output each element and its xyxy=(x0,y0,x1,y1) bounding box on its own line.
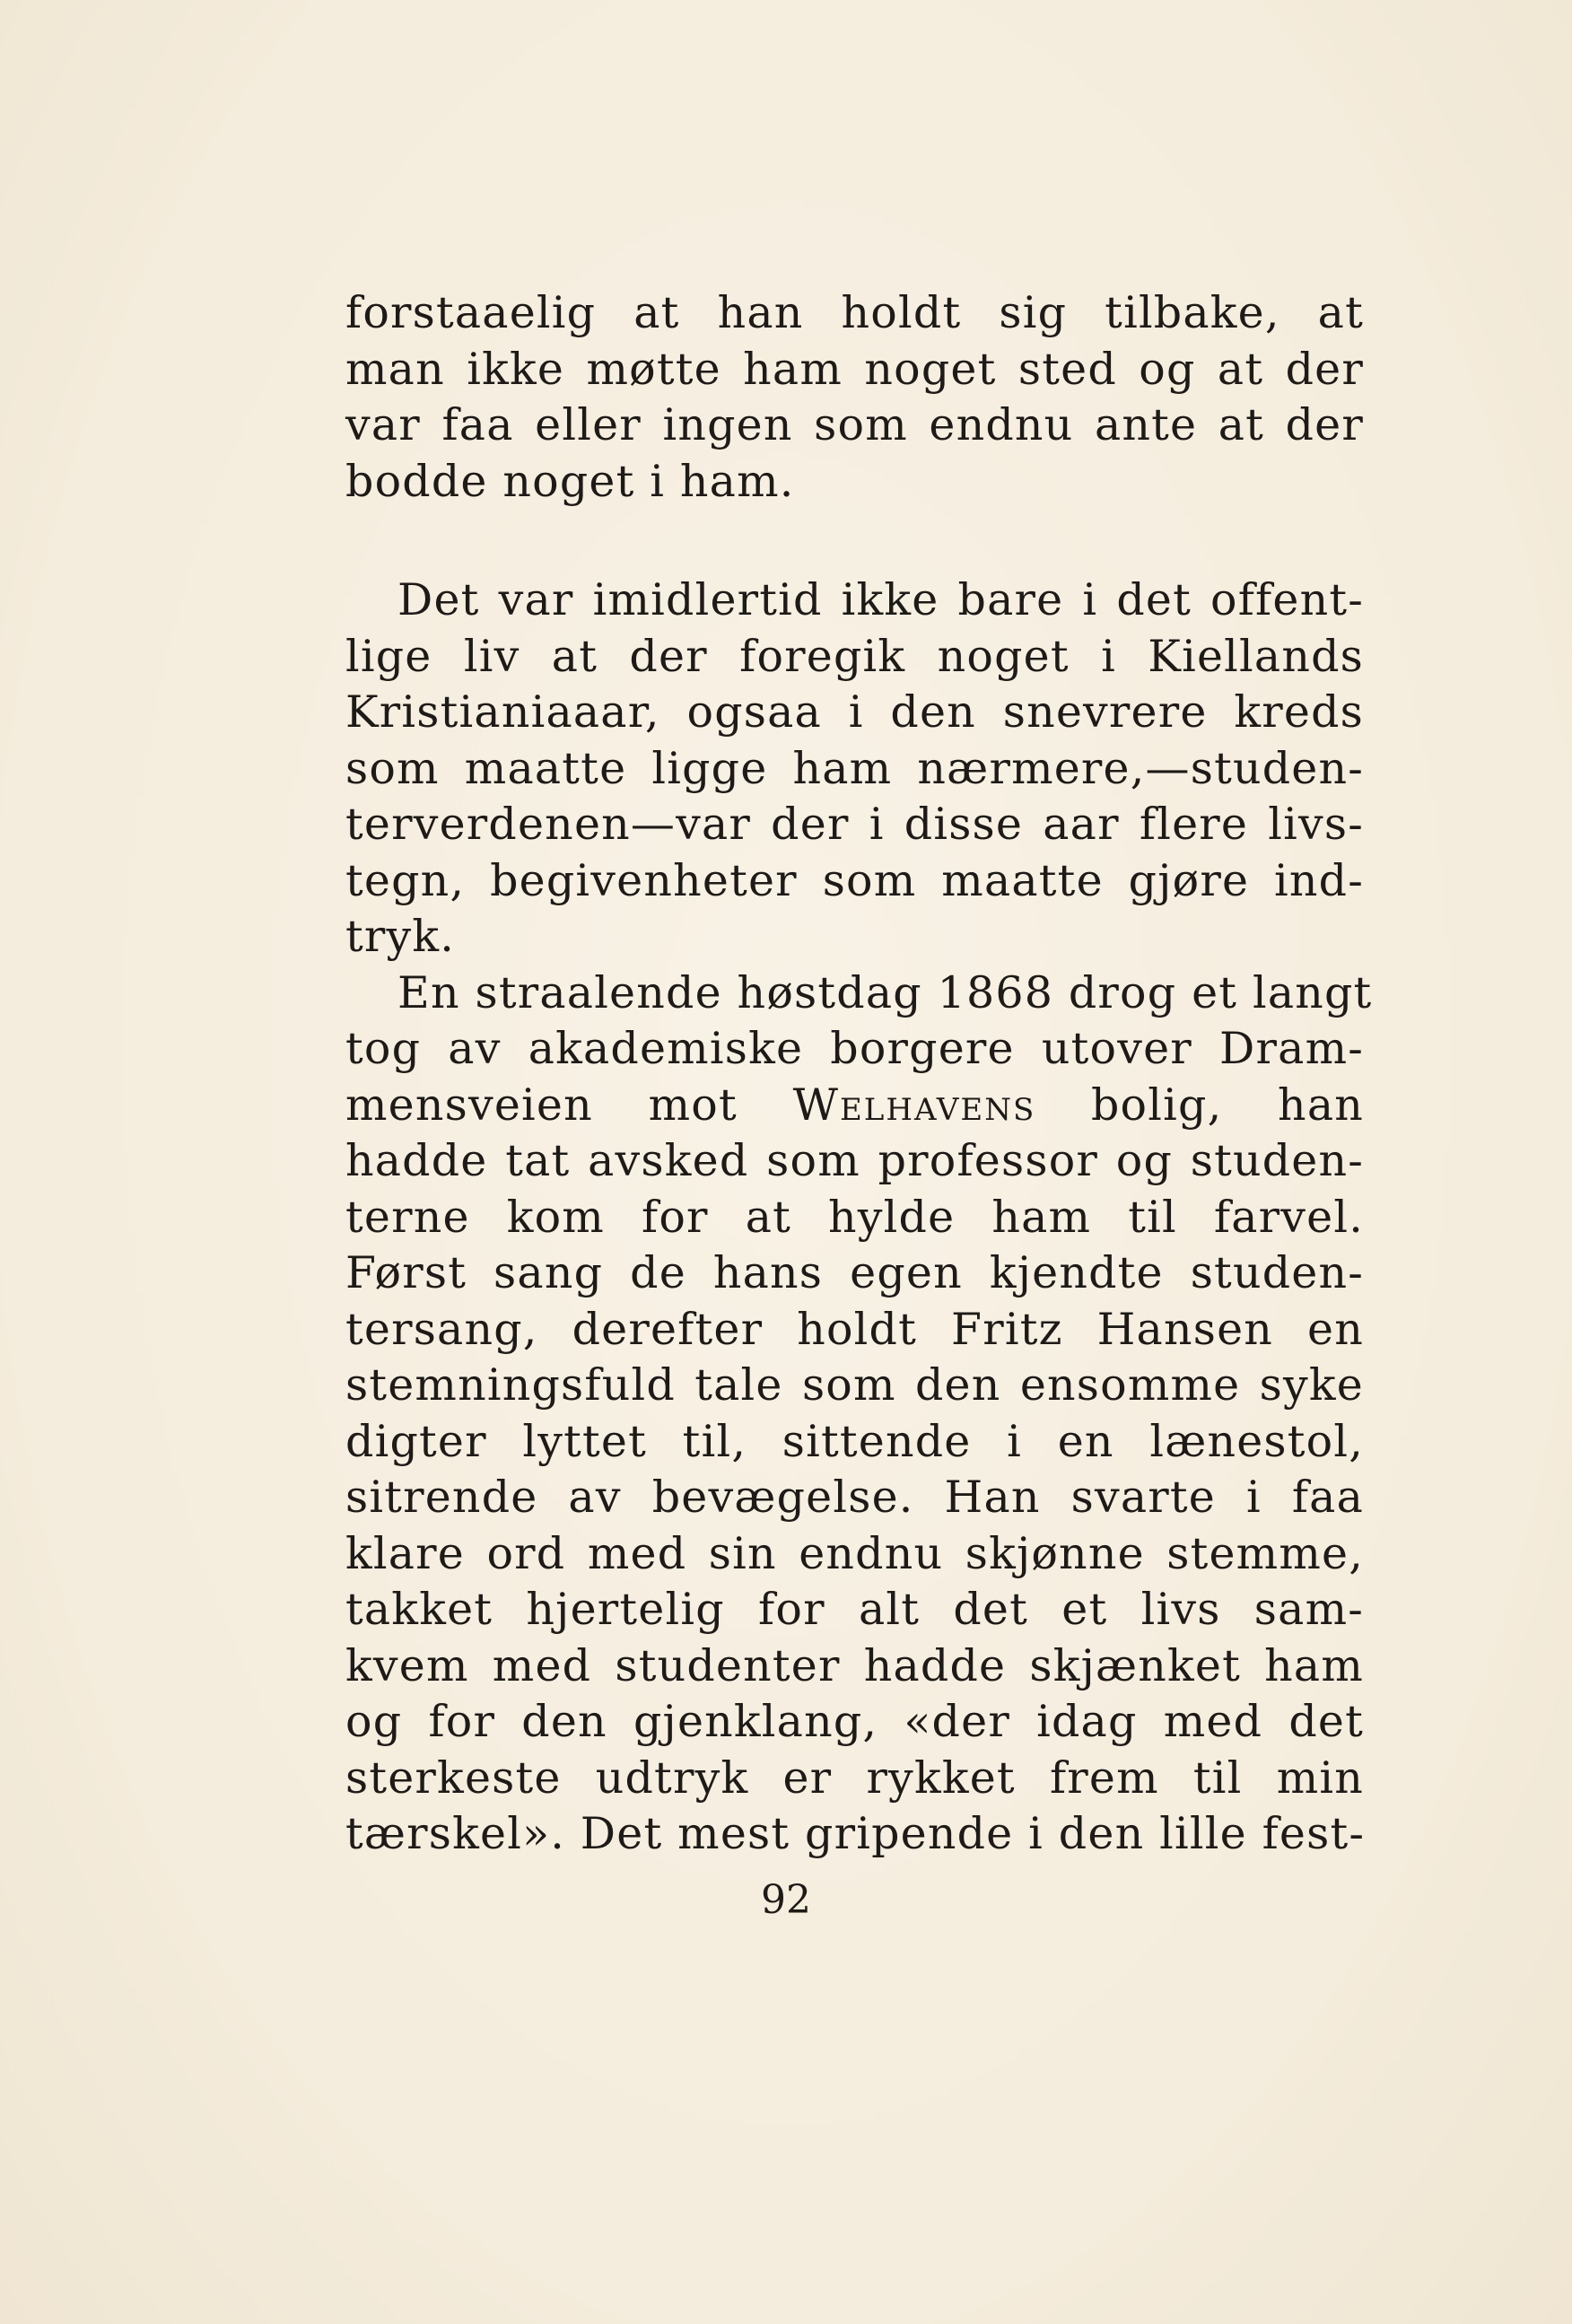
text-line: digter lyttet til, sittende i en lænestol, xyxy=(345,1415,1364,1467)
text-line: tærskel». Det mest gripende i den lille fest- xyxy=(345,1808,1366,1859)
text-line: sterkeste udtryk er rykket frem til min xyxy=(345,1752,1364,1804)
body-text xyxy=(345,285,1373,1863)
text-line: klare ord med sin endnu skjønne stemme, xyxy=(345,1527,1364,1579)
text-line: Kristianiaaar, ogsaa i den snevrere kreds xyxy=(345,686,1364,738)
text-line: Først sang de hans egen kjendte studen- xyxy=(345,1247,1364,1298)
welhaven-name: Welhavens xyxy=(792,1079,1036,1131)
text-line: som maatte ligge ham nærmere,—studen- xyxy=(345,742,1364,794)
text-line: tog av akademiske borgere utover Dram- xyxy=(345,1023,1364,1074)
text-line: og for den gjenklang, «der idag med det xyxy=(345,1696,1364,1747)
text-line: var faa eller ingen som endnu ante at der xyxy=(345,399,1364,450)
text-line: tersang, derefter holdt Fritz Hansen en xyxy=(345,1303,1364,1355)
text-line: sitrende av bevægelse. Han svarte i faa xyxy=(345,1472,1364,1523)
text-line: tegn, begivenheter som maatte gjøre ind- xyxy=(345,854,1364,906)
paragraph-3 xyxy=(345,965,1373,1863)
text-line: man ikke møtte ham noget sted og at der xyxy=(345,343,1364,395)
page-number: 92 xyxy=(761,1877,811,1923)
text-line: lige liv at der foregik noget i Kiellands xyxy=(345,630,1364,682)
paragraph-1 xyxy=(345,285,1364,510)
text-line: hadde tat avsked som professor og studen- xyxy=(345,1135,1364,1186)
text-fragment: bolig, han xyxy=(1035,1079,1364,1131)
text-line: tryk. xyxy=(345,911,456,962)
text-line: stemningsfuld tale som den ensomme syke xyxy=(345,1359,1364,1411)
text-line: terverdenen—var der i disse aar flere livs- xyxy=(345,799,1364,850)
text-line: bodde noget i ham. xyxy=(345,455,795,507)
text-line: takket hjertelig for alt det et livs sam- xyxy=(345,1584,1364,1635)
text-fragment: mensveien mot xyxy=(345,1079,793,1131)
text-line: Det var imidlertid ikke bare i det offent- xyxy=(397,574,1364,625)
paragraph-2 xyxy=(345,572,1364,965)
text-line: forstaaelig at han holdt sig tilbake, at xyxy=(345,287,1364,338)
text-line: kvem med studenter hadde skjænket ham xyxy=(345,1639,1364,1691)
text-line: En straalende høstdag 1868 drog et langt xyxy=(397,966,1373,1018)
paragraph-gap xyxy=(345,510,1364,572)
text-line: terne kom for at hylde ham til farvel. xyxy=(345,1191,1364,1243)
text-line-with-name xyxy=(345,1078,1364,1134)
